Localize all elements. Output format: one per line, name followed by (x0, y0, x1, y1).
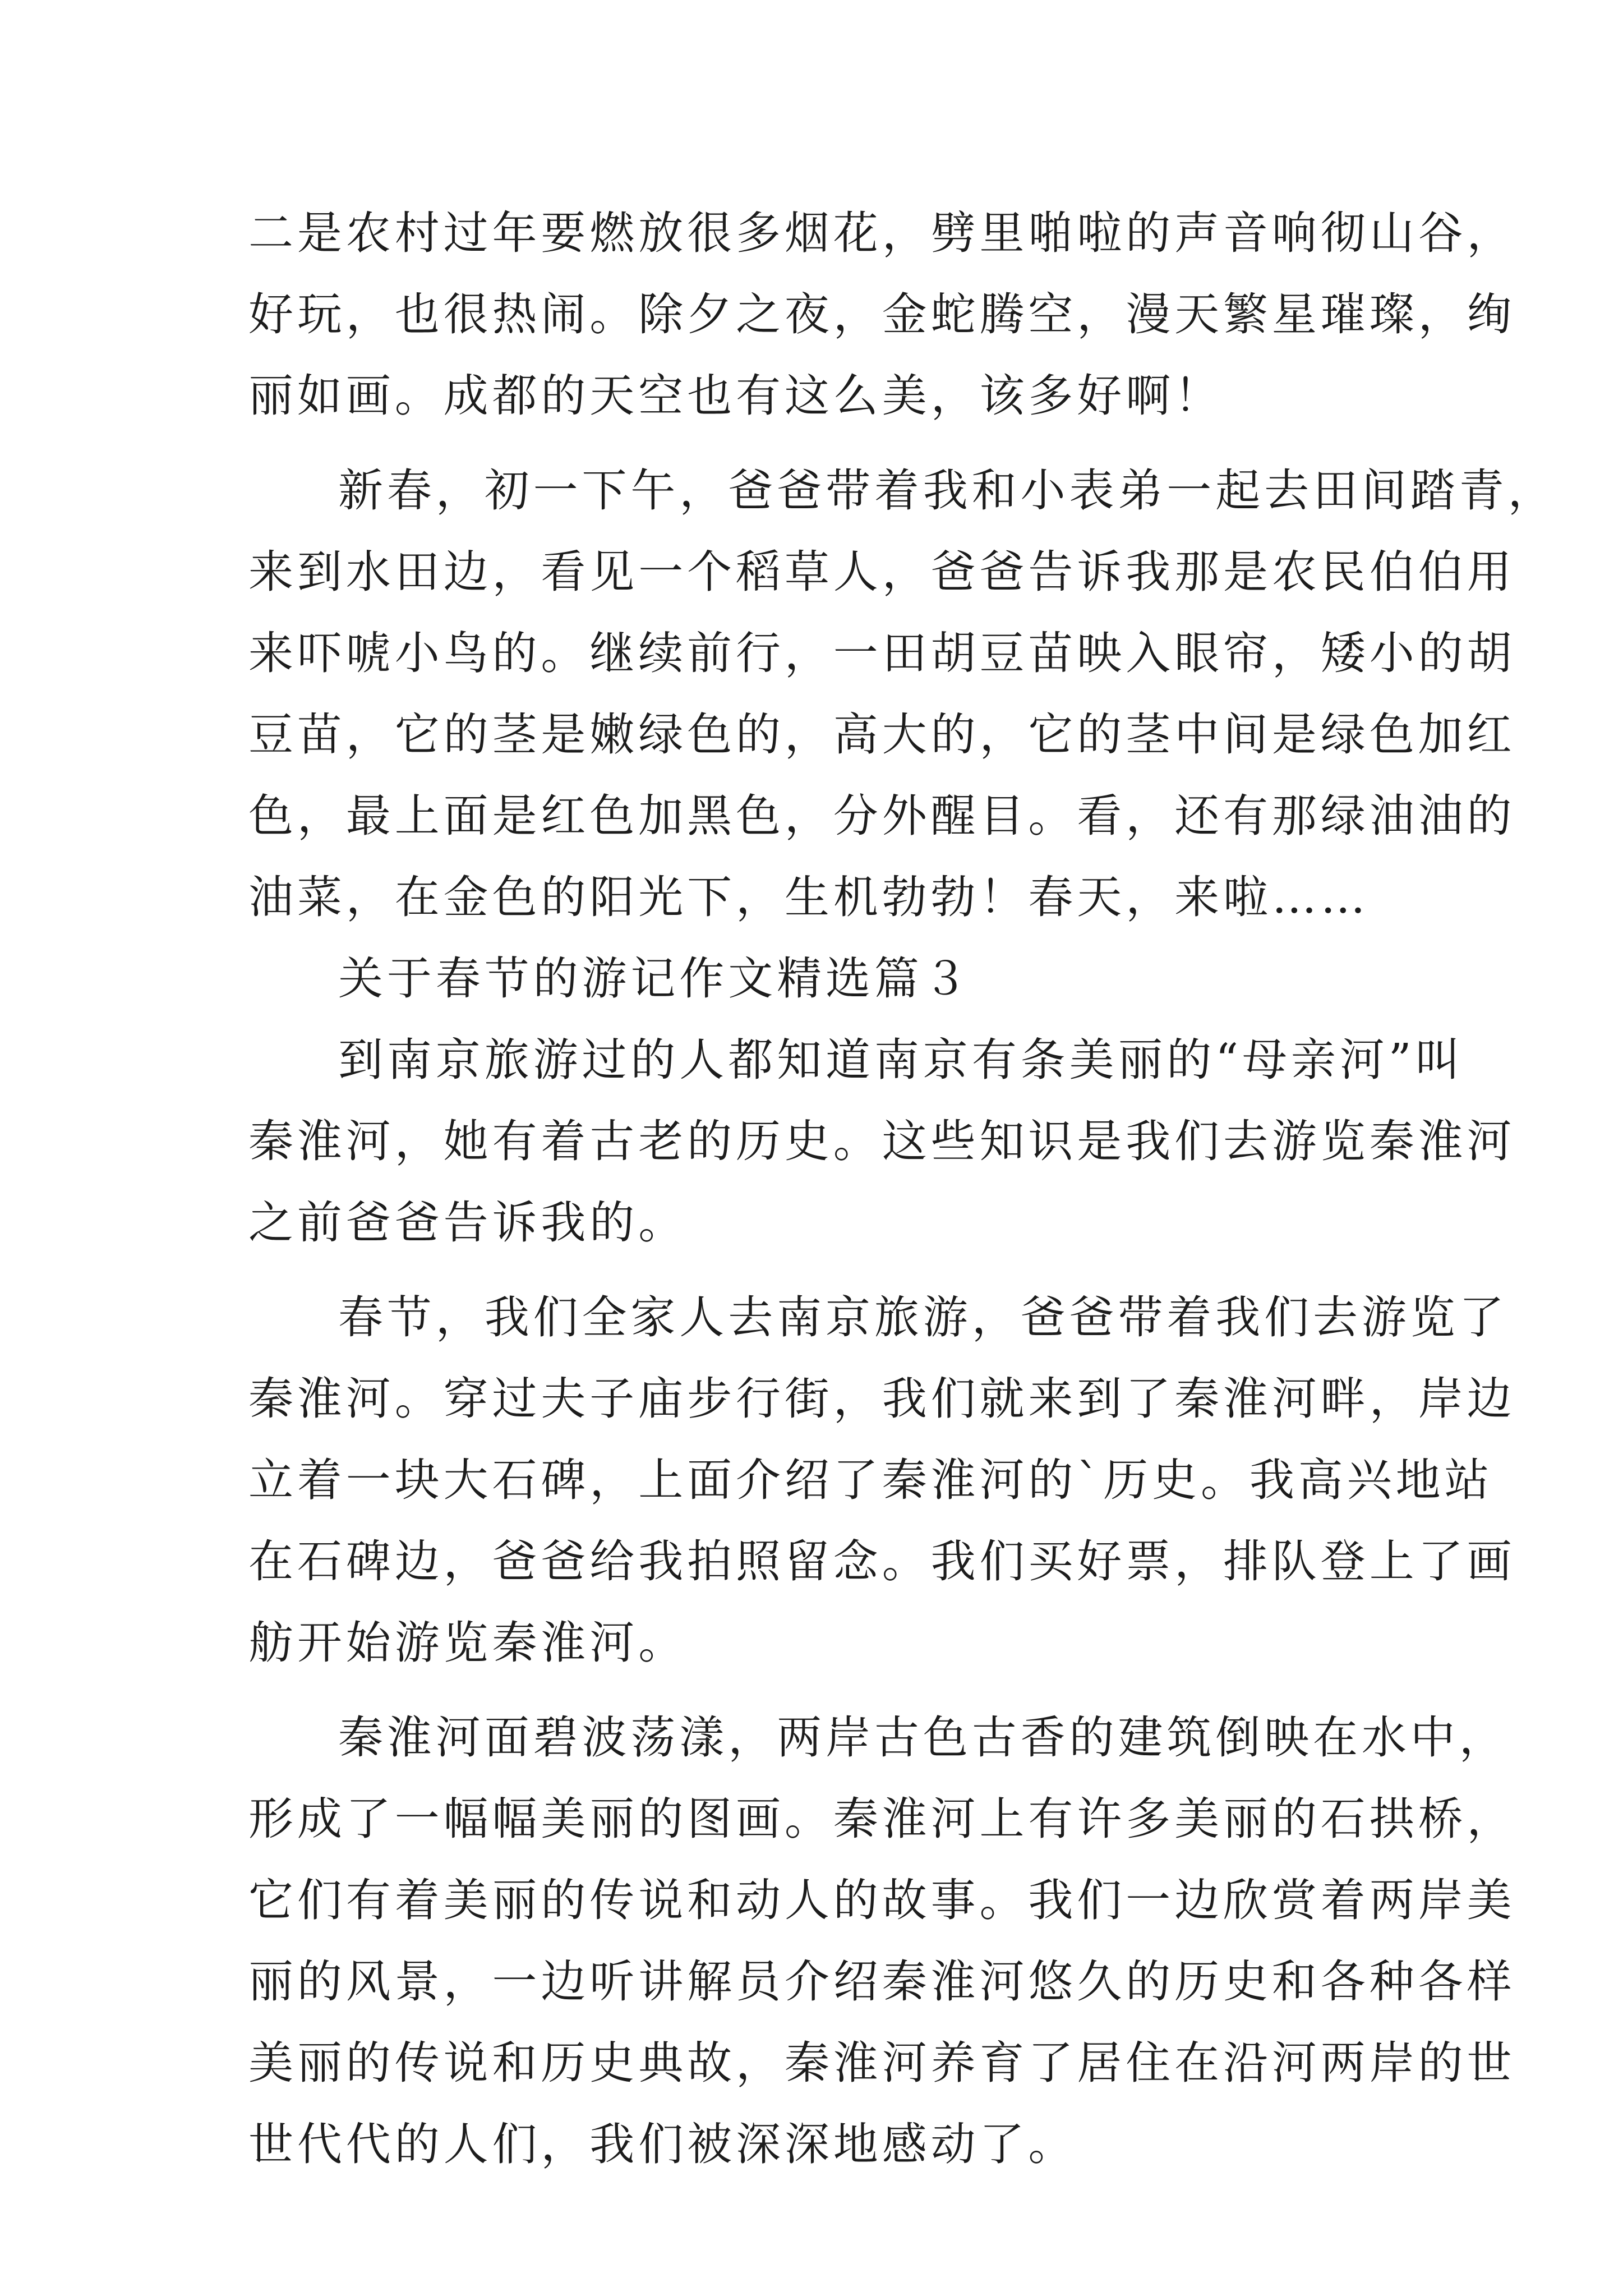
paragraph-line: 世代代的人们，我们被深深地感动了。 (248, 2118, 1077, 2170)
paragraph-line: 好玩，也很热闹。除夕之夜，金蛇腾空，漫天繁星璀璨，绚 (248, 288, 1516, 341)
paragraph-line: 形成了一幅幅美丽的图画。秦淮河上有许多美丽的石拱桥， (248, 1793, 1516, 1845)
essay-body (248, 192, 1557, 2185)
paragraph-line: 在石碑边，爸爸给我拍照留念。我们买好票，排队登上了画 (248, 1535, 1516, 1588)
paragraph-line: 丽如画。成都的天空也有这么美，该多好啊！ (248, 370, 1223, 422)
paragraph-line: 舫开始游览秦淮河。 (248, 1617, 688, 1669)
paragraph-line: 春节，我们全家人去南京旅游，爸爸带着我们去游览了 (338, 1291, 1508, 1343)
paragraph-line: 它们有着美丽的传说和动人的故事。我们一边欣赏着两岸美 (248, 1874, 1516, 1926)
paragraph-line: 秦淮河，她有着古老的历史。这些知识是我们去游览秦淮河 (248, 1115, 1516, 1167)
paragraph-line: 到南京旅游过的人都知道南京有条美丽的“母亲河”叫 (338, 1034, 1464, 1086)
paragraph-line: 豆苗，它的茎是嫩绿色的，高大的，它的茎中间是绿色加红 (248, 708, 1516, 761)
paragraph-line: 来吓唬小鸟的。继续前行，一田胡豆苗映入眼帘，矮小的胡 (248, 627, 1516, 679)
paragraph-line: 二是农村过年要燃放很多烟花，劈里啪啦的声音响彻山谷， (248, 207, 1516, 259)
paragraph-line: 秦淮河。穿过夫子庙步行街，我们就来到了秦淮河畔，岸边 (248, 1373, 1516, 1425)
paragraph-line: 来到水田边，看见一个稻草人，爸爸告诉我那是农民伯伯用 (248, 546, 1516, 598)
paragraph-line: 色，最上面是红色加黑色，分外醒目。看，还有那绿油油的 (248, 790, 1516, 842)
paragraph-line: 油菜，在金色的阳光下，生机勃勃！春天，来啦…… (248, 871, 1370, 923)
section-heading: 关于春节的游记作文精选篇３ (338, 953, 972, 1005)
paragraph-line: 立着一块大石碑，上面介绍了秦淮河的`历史。我高兴地站 (248, 1454, 1493, 1506)
paragraph-line: 之前爸爸告诉我的。 (248, 1197, 688, 1249)
paragraph-line: 秦淮河面碧波荡漾，两岸古色古香的建筑倒映在水中， (338, 1711, 1508, 1764)
paragraph-line: 美丽的传说和历史典故，秦淮河养育了居住在沿河两岸的世 (248, 2037, 1516, 2089)
paragraph-line: 新春，初一下午，爸爸带着我和小表弟一起去田间踏青， (338, 464, 1557, 517)
paragraph-line: 丽的风景，一边听讲解员介绍秦淮河悠久的历史和各种各样 (248, 1955, 1516, 2008)
